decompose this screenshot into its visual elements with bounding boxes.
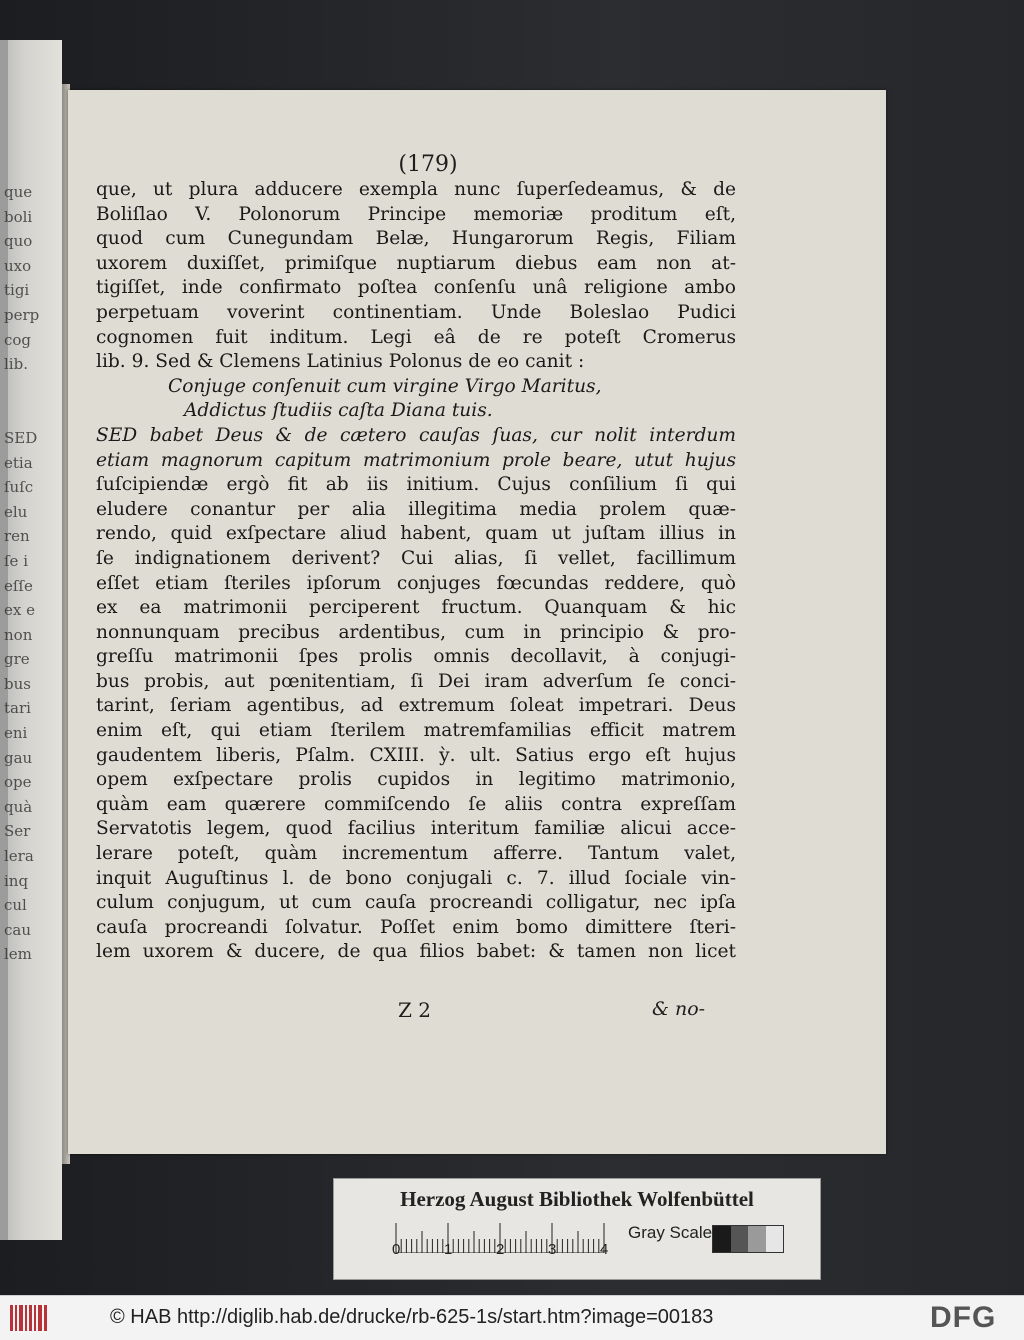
left-fragment-line: bus [4,674,31,693]
left-fragment-line: SED [4,428,38,447]
gray-swatch-step [766,1226,784,1252]
text-line: uxorem duxiſſet, primiſque nuptiarum diebus eam non at- [96,252,736,274]
text-line: eſſet etiam ſteriles ipſorum conjuges fœcundas reddere, quò [96,572,736,594]
left-fragment-line: ſuſc [4,478,34,497]
left-page-text [4,180,60,967]
left-fragment-line: boli [4,207,33,226]
text-line: tigiſſet, inde confirmato poſtea conſenſu unâ religione ambo [96,277,736,299]
left-fragment-line [4,377,60,402]
text-line: rendo, quid exſpectare aliud habent, quam ut juſtam illius in [96,523,736,545]
text-line: quàm eam quærere commiſcendo ſe aliis contra expreſſam [96,793,736,815]
left-fragment-line: ope [4,773,32,792]
text-line: tarint, ſeriam agentibus, ad extremum ſoleat impetrari. Deus [96,695,736,717]
left-fragment-line: lib. [4,355,28,374]
left-fragment-line: quo [4,232,33,251]
left-fragment-line: cog [4,330,32,349]
text-line: gaudentem liberis, Pſalm. CXIII. ỳ. ult. Satius ergo eſt hujus [96,744,736,766]
gray-swatch-step [748,1226,766,1252]
left-fragment-line: non [4,625,33,644]
ruler-number: 1 [444,1241,453,1258]
left-fragment-line: lera [4,847,34,866]
barcode-icon [10,1305,48,1331]
text-line: SED babet Deus & de cætero cauſas ſuas, cur nolit interdum [96,424,736,446]
library-name: Herzog August Bibliothek Wolfenbüttel [400,1187,754,1211]
text-line: ſuſcipiendæ ergò fit ab iis initium. Cujus conſilium ſi qui [96,474,736,496]
gray-scale-swatch [712,1225,784,1253]
left-fragment-line: tigi [4,281,30,300]
left-fragment-line: cau [4,920,32,939]
text-line: inquit Auguſtinus l. de bono conjugali c. 7. illud ſociale vin- [96,867,736,889]
left-fragment-line: gau [4,748,33,767]
ruler-number: 2 [496,1241,505,1258]
text-line: ex ea matrimonii perciperent fructum. Quanquam & hic [96,597,736,619]
left-fragment-line: lem [4,945,32,964]
left-fragment-line [4,401,60,426]
text-line: culum conjugum, ut cum cauſa procreandi colligatur, nec ipſa [96,892,736,914]
text-line: que, ut plura adducere exempla nunc ſuperſedeamus, & de [96,179,736,200]
ruler-number: 4 [600,1241,609,1258]
dfg-logo: DFG [930,1301,997,1334]
page-number: (179) [398,152,458,177]
left-fragment-line: ren [4,527,30,546]
text-line: perpetuam voverint continentiam. Unde Boleslao Pudici [96,301,736,323]
left-fragment-line: inq [4,871,29,890]
text-line: nonnunquam precibus ardentibus, cum in principio & pro- [96,621,736,643]
copyright-link[interactable]: © HAB http://diglib.hab.de/drucke/rb-625-1s/start.htm?image=00183 [110,1306,714,1328]
library-label [333,1178,821,1280]
text-line: Servatotis legem, quod facilius interitum familiæ alicui acce- [96,818,736,840]
left-fragment-line: gre [4,650,30,669]
text-line: Conjuge conſenuit cum virgine Virgo Maritus, [168,375,602,397]
left-fragment-line: perp [4,305,40,324]
left-fragment-line: uxo [4,256,32,275]
left-fragment-line: ex e [4,601,35,620]
text-line: bus probis, aut pœnitentiam, ſi Dei iram adverſum ſe conci- [96,670,736,692]
left-fragment-line: ſe i [4,551,28,570]
left-fragment-line: tari [4,699,31,718]
text-line: lem uxorem & ducere, de qua filios babet: & tamen non licet [96,941,736,963]
signature-mark: Z 2 [398,998,431,1022]
text-line: opem exſpectare prolis cupidos in legitimo matrimonio, [96,769,736,791]
text-line: Boliſlao V. Polonorum Principe memoriæ proditum eſt, [96,203,736,225]
text-line: enim eſt, qui etiam ſterilem matremfamilias efficit matrem [96,720,736,742]
text-line: greſſu matrimonii ſpes prolis omnis decollavit, à conjugi- [96,646,736,668]
text-line: ſe indignationem derivent? Cui alias, ſi vellet, facillimum [96,547,736,569]
left-fragment-line: que [4,183,33,201]
page-text-block [96,178,736,965]
text-line: lib. 9. Sed & Clemens Latinius Polonus de eo canit : [96,351,585,373]
catchword: & no- [652,998,706,1020]
text-line: eludere conantur per alia illegitima media prolem quæ- [96,498,736,520]
gray-swatch-step [731,1226,749,1252]
left-fragment-line: etia [4,453,33,472]
text-line: cognomen fuit inditum. Legi eâ de re poteſt Cromerus [96,326,736,348]
ruler-number: 0 [392,1241,401,1258]
text-line: lerare poteſt, quàm incrementum afferre. Tantum valet, [96,843,736,865]
left-fragment-line: quà [4,797,33,816]
left-fragment-line: cul [4,896,27,915]
left-fragment-line: eni [4,724,28,743]
footer-bar [0,1295,1024,1340]
text-line: cauſa procreandi ſolvatur. Poſſet enim bomo dimittere ſteri- [96,916,736,938]
text-line: etiam magnorum capitum matrimonium prole beare, utut hujus [96,449,736,471]
text-line: Addictus ſtudiis caſta Diana tuis. [184,400,493,422]
left-fragment-line: eſſe [4,576,33,595]
text-line: quod cum Cunegundam Belæ, Hungarorum Regis, Filiam [96,228,736,250]
gray-scale-label: Gray Scale [628,1223,713,1242]
left-fragment-line: elu [4,502,28,521]
gray-swatch-step [713,1226,731,1252]
ruler-number: 3 [548,1241,557,1258]
left-fragment-line: Ser [4,822,31,841]
